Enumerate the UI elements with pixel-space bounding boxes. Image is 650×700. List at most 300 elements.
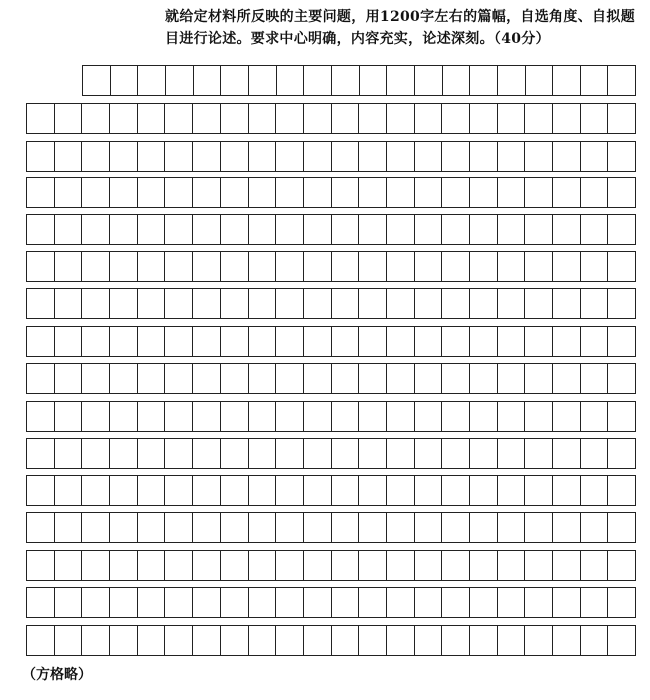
grid-cell (249, 215, 277, 244)
grid-cell (553, 626, 581, 655)
grid-cell (359, 402, 387, 431)
grid-row (26, 288, 636, 319)
grid-cell (138, 513, 166, 542)
grid-cell (608, 364, 636, 393)
grid-cell (55, 327, 83, 356)
grid-cell (221, 215, 249, 244)
grid-cell (359, 626, 387, 655)
grid-cell (193, 402, 221, 431)
grid-omitted-note: （方格略） (22, 667, 92, 683)
grid-cell (304, 142, 332, 171)
grid-cell (276, 327, 304, 356)
grid-cell (525, 178, 553, 207)
grid-row (26, 512, 636, 543)
grid-cell (359, 289, 387, 318)
grid-cell (249, 513, 277, 542)
grid-cell (165, 104, 193, 133)
grid-cell (608, 104, 636, 133)
grid-cell (82, 178, 110, 207)
grid-cell (415, 513, 443, 542)
grid-cell (249, 476, 277, 505)
grid-cell (415, 626, 443, 655)
grid-cell (221, 551, 249, 580)
grid-cell (608, 289, 636, 318)
grid-cell (221, 327, 249, 356)
grid-cell (165, 402, 193, 431)
grid-cell (553, 439, 581, 468)
grid-cell (27, 476, 55, 505)
grid-cell (498, 142, 526, 171)
grid-cell (110, 402, 138, 431)
grid-cell (415, 476, 443, 505)
grid-cell (387, 439, 415, 468)
grid-cell (165, 178, 193, 207)
grid-cell (138, 66, 166, 95)
grid-cell (304, 252, 332, 281)
grid-cell (608, 215, 636, 244)
grid-cell (498, 104, 526, 133)
grid-cell (304, 476, 332, 505)
grid-cell (387, 626, 415, 655)
grid-cell (359, 588, 387, 617)
grid-cell (387, 476, 415, 505)
grid-cell (498, 66, 526, 95)
grid-cell (193, 215, 221, 244)
grid-cell (470, 289, 498, 318)
grid-cell (525, 402, 553, 431)
grid-cell (608, 626, 636, 655)
grid-cell (193, 476, 221, 505)
grid-cell (525, 439, 553, 468)
grid-cell (82, 252, 110, 281)
grid-cell (165, 142, 193, 171)
grid-cell (55, 476, 83, 505)
grid-cell (27, 252, 55, 281)
grid-cell (82, 439, 110, 468)
grid-cell (110, 289, 138, 318)
grid-cell (276, 142, 304, 171)
grid-cell (249, 626, 277, 655)
grid-cell (608, 513, 636, 542)
grid-cell (55, 289, 83, 318)
grid-cell (525, 476, 553, 505)
grid-cell (55, 252, 83, 281)
grid-cell (55, 551, 83, 580)
grid-cell (470, 364, 498, 393)
grid-cell (221, 513, 249, 542)
grid-row (26, 103, 636, 134)
grid-cell (193, 588, 221, 617)
grid-cell (553, 142, 581, 171)
grid-cell (221, 142, 249, 171)
grid-cell (525, 215, 553, 244)
grid-cell (165, 215, 193, 244)
grid-cell (553, 215, 581, 244)
grid-cell (470, 476, 498, 505)
grid-cell (470, 402, 498, 431)
grid-cell (110, 178, 138, 207)
grid-cell (165, 439, 193, 468)
grid-cell (82, 364, 110, 393)
grid-cell (249, 178, 277, 207)
grid-cell (276, 402, 304, 431)
grid-cell (553, 178, 581, 207)
grid-cell (304, 215, 332, 244)
grid-cell (304, 66, 332, 95)
grid-cell (249, 402, 277, 431)
grid-cell (553, 252, 581, 281)
grid-cell (55, 104, 83, 133)
grid-cell (82, 289, 110, 318)
grid-cell (82, 513, 110, 542)
grid-cell (387, 252, 415, 281)
grid-cell (581, 364, 609, 393)
grid-cell (553, 588, 581, 617)
grid-cell (221, 252, 249, 281)
grid-cell (221, 289, 249, 318)
grid-cell (608, 327, 636, 356)
grid-cell (553, 402, 581, 431)
grid-cell (553, 289, 581, 318)
grid-cell (415, 178, 443, 207)
grid-cell (498, 364, 526, 393)
grid-cell (276, 439, 304, 468)
grid-cell (608, 252, 636, 281)
grid-cell (55, 588, 83, 617)
grid-cell (27, 588, 55, 617)
grid-cell (82, 215, 110, 244)
grid-cell (193, 626, 221, 655)
grid-cell (27, 402, 55, 431)
grid-cell (276, 626, 304, 655)
grid-cell (27, 513, 55, 542)
grid-cell (221, 104, 249, 133)
grid-cell (415, 439, 443, 468)
grid-cell (110, 327, 138, 356)
grid-cell (221, 178, 249, 207)
grid-cell (525, 551, 553, 580)
grid-cell (387, 551, 415, 580)
grid-cell (193, 551, 221, 580)
grid-cell (221, 588, 249, 617)
grid-cell (498, 402, 526, 431)
grid-cell (27, 178, 55, 207)
grid-cell (581, 588, 609, 617)
grid-cell (442, 626, 470, 655)
grid-cell (304, 439, 332, 468)
grid-cell (525, 513, 553, 542)
grid-cell (442, 476, 470, 505)
grid-cell (193, 289, 221, 318)
question-instruction: 就给定材料所反映的主要问题，用1200字左右的篇幅，自选角度、自拟题目进行论述。要求中心明确，内容充实，论述深刻。（40分） (165, 9, 635, 47)
grid-cell (470, 252, 498, 281)
grid-cell (276, 178, 304, 207)
grid-cell (442, 104, 470, 133)
grid-cell (55, 142, 83, 171)
grid-cell (221, 626, 249, 655)
grid-cell (138, 215, 166, 244)
grid-cell (276, 289, 304, 318)
grid-cell (304, 289, 332, 318)
grid-cell (165, 588, 193, 617)
grid-cell (249, 327, 277, 356)
grid-cell (221, 476, 249, 505)
grid-cell (415, 588, 443, 617)
grid-cell (332, 476, 360, 505)
grid-cell (249, 364, 277, 393)
grid-cell (498, 513, 526, 542)
grid-cell (332, 252, 360, 281)
grid-cell (165, 364, 193, 393)
grid-cell (194, 66, 222, 95)
grid-cell (82, 104, 110, 133)
grid-cell (83, 66, 111, 95)
grid-cell (332, 142, 360, 171)
grid-cell (165, 626, 193, 655)
grid-cell (581, 289, 609, 318)
grid-cell (165, 551, 193, 580)
grid-cell (498, 215, 526, 244)
grid-cell (608, 476, 636, 505)
grid-cell (498, 327, 526, 356)
grid-cell (498, 289, 526, 318)
grid-cell (498, 252, 526, 281)
grid-cell (221, 402, 249, 431)
grid-cell (608, 142, 636, 171)
grid-cell (415, 327, 443, 356)
grid-cell (553, 364, 581, 393)
grid-cell (498, 476, 526, 505)
grid-row (26, 475, 636, 506)
grid-cell (110, 588, 138, 617)
grid-cell (525, 626, 553, 655)
grid-cell (193, 439, 221, 468)
grid-cell (608, 439, 636, 468)
grid-cell (332, 513, 360, 542)
grid-cell (332, 215, 360, 244)
grid-cell (276, 551, 304, 580)
grid-cell (608, 551, 636, 580)
grid-cell (387, 66, 415, 95)
grid-cell (387, 402, 415, 431)
grid-cell (55, 439, 83, 468)
grid-cell (359, 215, 387, 244)
grid-cell (470, 215, 498, 244)
grid-cell (55, 364, 83, 393)
grid-cell (82, 142, 110, 171)
grid-cell (442, 513, 470, 542)
grid-cell (470, 178, 498, 207)
grid-cell (359, 364, 387, 393)
grid-cell (111, 66, 139, 95)
grid-cell (277, 66, 305, 95)
grid-cell (110, 364, 138, 393)
grid-cell (415, 551, 443, 580)
grid-cell (581, 476, 609, 505)
grid-cell (82, 551, 110, 580)
grid-cell (304, 364, 332, 393)
grid-cell (360, 66, 388, 95)
grid-cell (249, 142, 277, 171)
grid-cell (165, 252, 193, 281)
grid-cell (359, 252, 387, 281)
grid-cell (193, 327, 221, 356)
grid-cell (470, 551, 498, 580)
grid-cell (553, 327, 581, 356)
grid-cell (525, 588, 553, 617)
grid-cell (304, 626, 332, 655)
grid-cell (442, 289, 470, 318)
grid-cell (608, 178, 636, 207)
grid-cell (249, 104, 277, 133)
grid-cell (332, 178, 360, 207)
grid-cell (110, 252, 138, 281)
grid-cell (387, 142, 415, 171)
grid-cell (304, 104, 332, 133)
grid-cell (82, 327, 110, 356)
grid-cell (387, 104, 415, 133)
grid-cell (165, 289, 193, 318)
grid-row (26, 214, 636, 245)
grid-cell (110, 104, 138, 133)
grid-cell (498, 588, 526, 617)
grid-cell (332, 588, 360, 617)
grid-cell (304, 327, 332, 356)
grid-cell (387, 588, 415, 617)
grid-cell (221, 364, 249, 393)
grid-cell (359, 142, 387, 171)
grid-cell (442, 252, 470, 281)
grid-cell (27, 142, 55, 171)
grid-cell (470, 626, 498, 655)
grid-cell (27, 551, 55, 580)
grid-cell (581, 178, 609, 207)
grid-cell (470, 66, 498, 95)
grid-row (26, 141, 636, 172)
grid-cell (332, 402, 360, 431)
grid-cell (470, 588, 498, 617)
grid-row (26, 438, 636, 469)
grid-cell (332, 66, 360, 95)
grid-cell (193, 252, 221, 281)
grid-cell (55, 215, 83, 244)
grid-cell (443, 66, 471, 95)
grid-cell (166, 66, 194, 95)
grid-cell (138, 551, 166, 580)
grid-cell (304, 513, 332, 542)
grid-cell (193, 513, 221, 542)
grid-cell (27, 626, 55, 655)
grid-cell (276, 104, 304, 133)
grid-cell (110, 551, 138, 580)
grid-cell (553, 476, 581, 505)
grid-cell (138, 626, 166, 655)
grid-cell (470, 104, 498, 133)
grid-cell (332, 104, 360, 133)
grid-cell (55, 178, 83, 207)
grid-cell (470, 327, 498, 356)
grid-row (26, 363, 636, 394)
grid-cell (27, 327, 55, 356)
grid-cell (249, 66, 277, 95)
grid-cell (82, 626, 110, 655)
grid-cell (470, 142, 498, 171)
grid-cell (608, 588, 636, 617)
grid-cell (110, 513, 138, 542)
grid-cell (442, 327, 470, 356)
grid-cell (525, 104, 553, 133)
grid-cell (138, 178, 166, 207)
grid-cell (442, 551, 470, 580)
grid-row (26, 587, 636, 618)
grid-cell (110, 626, 138, 655)
grid-cell (304, 178, 332, 207)
grid-cell (55, 626, 83, 655)
grid-cell (276, 215, 304, 244)
grid-cell (359, 551, 387, 580)
grid-cell (193, 104, 221, 133)
grid-cell (276, 476, 304, 505)
grid-cell (165, 327, 193, 356)
grid-cell (82, 476, 110, 505)
grid-cell (193, 364, 221, 393)
grid-cell (442, 588, 470, 617)
grid-cell (525, 364, 553, 393)
grid-cell (553, 551, 581, 580)
grid-cell (165, 476, 193, 505)
grid-cell (470, 439, 498, 468)
grid-row (26, 251, 636, 282)
grid-cell (332, 439, 360, 468)
grid-cell (332, 551, 360, 580)
grid-cell (553, 513, 581, 542)
grid-cell (138, 402, 166, 431)
grid-cell (415, 364, 443, 393)
grid-cell (470, 513, 498, 542)
grid-cell (304, 551, 332, 580)
grid-cell (581, 142, 609, 171)
grid-cell (138, 142, 166, 171)
grid-cell (27, 104, 55, 133)
grid-cell (27, 289, 55, 318)
grid-cell (525, 252, 553, 281)
grid-cell (221, 66, 249, 95)
grid-cell (498, 551, 526, 580)
grid-cell (359, 327, 387, 356)
grid-cell (276, 364, 304, 393)
grid-cell (27, 364, 55, 393)
grid-cell (359, 178, 387, 207)
grid-cell (304, 588, 332, 617)
grid-cell (110, 215, 138, 244)
grid-row (26, 401, 636, 432)
grid-cell (442, 178, 470, 207)
grid-cell (526, 66, 554, 95)
grid-cell (138, 252, 166, 281)
grid-cell (498, 626, 526, 655)
grid-cell (581, 513, 609, 542)
grid-cell (249, 551, 277, 580)
grid-row (26, 550, 636, 581)
grid-cell (442, 215, 470, 244)
grid-cell (553, 104, 581, 133)
grid-cell (304, 402, 332, 431)
grid-cell (387, 178, 415, 207)
grid-cell (525, 289, 553, 318)
grid-cell (359, 476, 387, 505)
grid-cell (387, 215, 415, 244)
grid-cell (581, 439, 609, 468)
